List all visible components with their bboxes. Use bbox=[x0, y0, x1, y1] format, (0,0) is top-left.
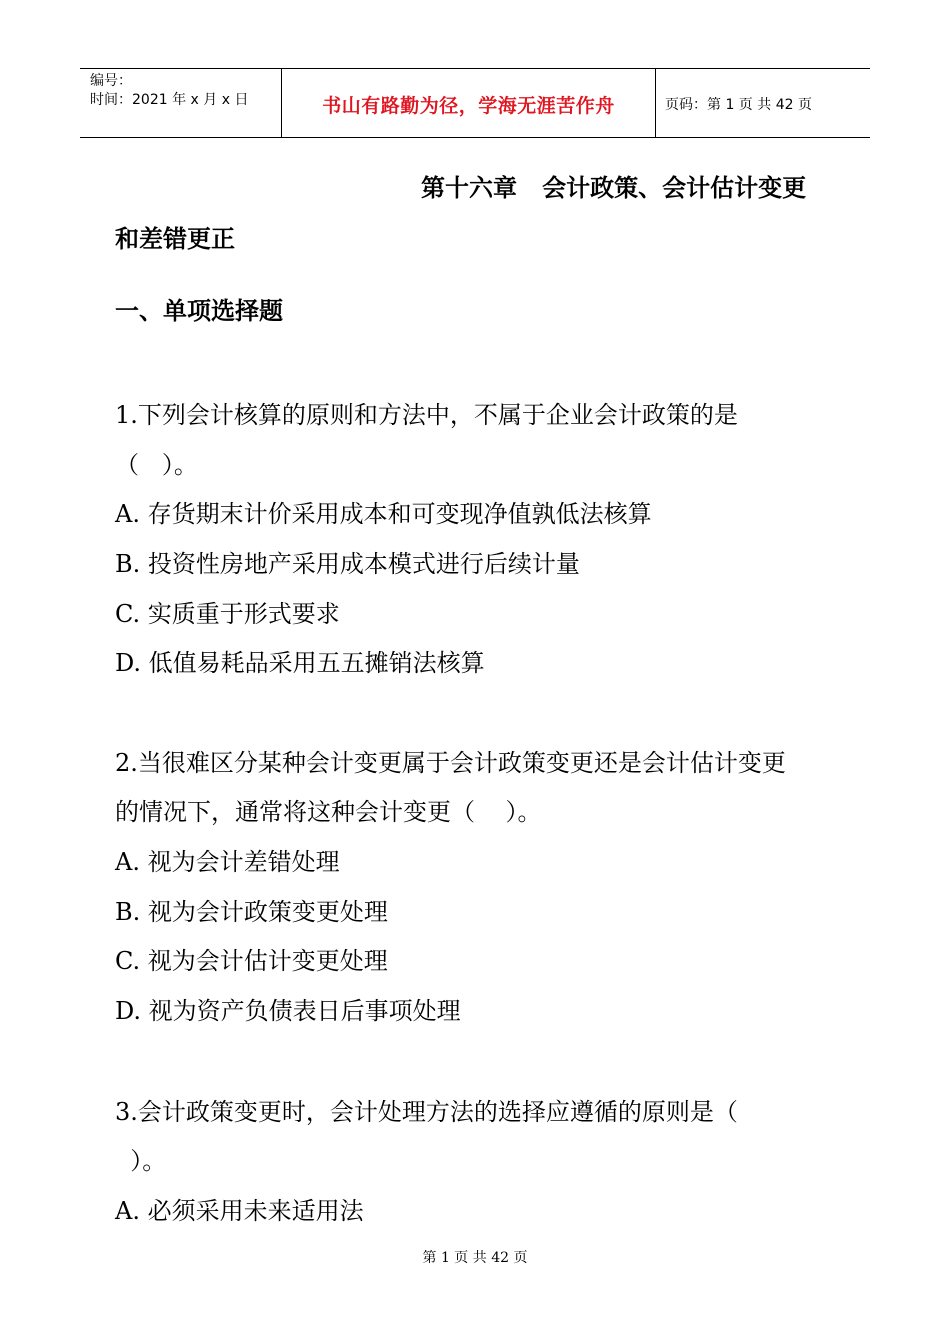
time-label: 时间：2021 年 x 月 x 日 bbox=[90, 92, 249, 108]
question-1-option-b: B. 投资性房地产采用成本模式进行后续计量 bbox=[115, 550, 580, 578]
question-1-stem-line1: 1.下列会计核算的原则和方法中，不属于企业会计政策的是 bbox=[115, 401, 738, 429]
question-1-stem-line2: （ ）。 bbox=[115, 451, 198, 479]
question-1-option-a: A. 存货期末计价采用成本和可变现净值孰低法核算 bbox=[115, 500, 652, 528]
question-2-option-c: C. 视为会计估计变更处理 bbox=[115, 947, 388, 975]
question-3-stem-line1: 3.会计政策变更时，会计处理方法的选择应遵循的原则是（ bbox=[115, 1098, 738, 1126]
question-1-option-d: D. 低值易耗品采用五五摊销法核算 bbox=[115, 649, 485, 677]
page-footer: 第 1 页 共 42 页 bbox=[422, 1250, 528, 1266]
number-label: 编号： bbox=[90, 73, 132, 89]
header-motto-cell bbox=[281, 69, 656, 137]
page-header bbox=[80, 68, 870, 138]
header-page-cell bbox=[655, 69, 870, 137]
chapter-title-line1: 第十六章 会计政策、会计估计变更 bbox=[421, 174, 807, 202]
question-2-option-a: A. 视为会计差错处理 bbox=[115, 848, 340, 876]
question-3-option-a: A. 必须采用未来适用法 bbox=[115, 1197, 364, 1225]
page-info: 页码：第 1 页 共 42 页 bbox=[665, 97, 812, 113]
question-1-option-c: C. 实质重于形式要求 bbox=[115, 600, 340, 628]
question-2-stem-line2: 的情况下，通常将这种会计变更（ ）。 bbox=[115, 798, 542, 826]
question-3-stem-line2: ）。 bbox=[115, 1147, 167, 1175]
question-2-stem-line1: 2.当很难区分某种会计变更属于会计政策变更还是会计估计变更 bbox=[115, 749, 786, 777]
question-2-option-d: D. 视为资产负债表日后事项处理 bbox=[115, 997, 461, 1025]
section-title: 一、单项选择题 bbox=[115, 297, 283, 325]
question-2-option-b: B. 视为会计政策变更处理 bbox=[115, 898, 388, 926]
header-meta bbox=[80, 69, 281, 137]
chapter-title-line2: 和差错更正 bbox=[115, 225, 235, 253]
motto-text: 书山有路勤为径，学海无涯苦作舟 bbox=[322, 95, 615, 117]
